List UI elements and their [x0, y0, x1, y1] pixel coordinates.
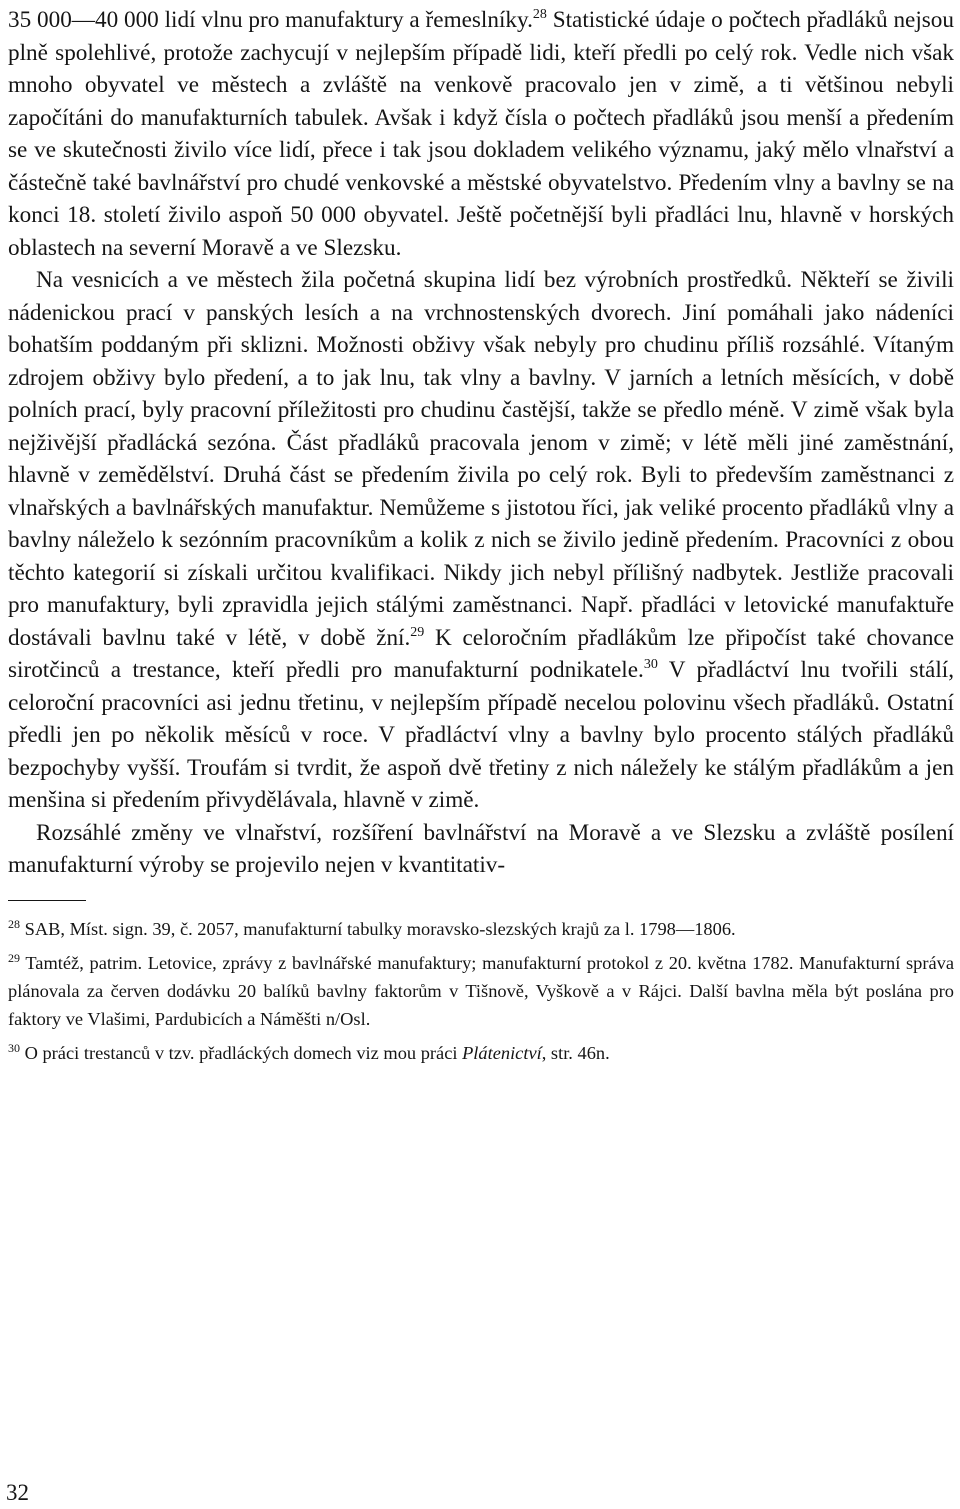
footnote-ref-30[interactable]: 30 — [643, 657, 658, 672]
footnote-30-mark: 30 — [8, 1040, 20, 1055]
footnote-30-text-a: O práci trestanců v tzv. přadláckých domech viz mou práci — [24, 1042, 463, 1063]
footnote-30-book-title: Plátenictví — [462, 1042, 542, 1063]
paragraph-2-text-a: Na vesnicích a ve městech žila početná skupina lidí bez výrobních prostředků. Někteří se živili nádenickou prací v panských lesích a na vrchnostenských dvorech. Jiní pomáhali jako nádeníci bohatším poddaným při sklizni. Možnosti obživy však nebyly pro chudinu příliš rozsáhlé. Vítaným zdrojem obživy bylo předení, a to jak lnu, tak vlny a bavlny. V jarních a letních měsících, v době polních prací, byly pracovní příležitosti pro chudinu častější, takže se předlo méně. V zimě však byla nejživější přadlácká sezóna. Část přadláků pracovala jenom v zimě; v létě měli jiné zaměstnání, hlavně v zemědělství. Druhá část se předením živila po celý rok. Byli to především zaměstnanci z vlnařských a bavlnářských manufaktur. Nemůžeme s jistotou říci, jak veliké procento přadláků vlny a bavlny náleželo k sezónním pracovníkům a kolik z nich se živilo jedině předením. Pracovníci z obou těchto kategorií si získali určitou kvalifikaci. Nikdy jich nebyl přílišný nadbytek. Jestliže pracovali pro manufaktury, byli zpravidla jejich stálými zaměstnanci. Např. přadláci v letovické manufaktuře dostávali bavlnu také v létě, v době žní. — [8, 267, 954, 651]
paragraph-2-text-c: V přadláctví lnu tvořili stálí, celoroční pracovníci asi jednu třetinu, v nejlepším případě necelou polovinu všech přadláků. Ostatní předli jen po několik měsíců v roce. V přadláctví vlny a bavlny bylo procento stálých přadláků bezpochyby vyšší. Troufám si tvrdit, že aspoň dvě třetiny z nich náležely ke stálým přadlákům a jen menšina si předením přivydělávala, hlavně v zimě. — [8, 657, 954, 813]
footnote-28 — [8, 915, 954, 943]
footnote-29-text: Tamtéž, patrim. Letovice, zprávy z bavlnářské manufaktury; manufakturní protokol z 20. května 1782. Manufakturní správa plánovala za červen dodávku 20 balíků bavlny faktorům v Tišnově, Vyškově a v Rájci. Další bavlna měla být poslána pro faktory ve Vlašimi, Pardubicích a Náměšti n/Osl. — [8, 952, 954, 1029]
footnote-29-mark: 29 — [8, 950, 20, 965]
footnote-30-text-b: , str. 46n. — [541, 1042, 610, 1063]
footnote-28-text: SAB, Míst. sign. 39, č. 2057, manufakturní tabulky moravsko-slezských krajů za l. 1798—1806. — [24, 918, 736, 939]
paragraph-3-text: Rozsáhlé změny ve vlnařství, rozšíření bavlnářství na Moravě a ve Slezsku a zvláště posílení manufakturní výroby se projevilo nejen v kvantitativ- — [8, 819, 954, 878]
footnote-29 — [8, 949, 954, 1033]
paragraph-2 — [8, 264, 954, 817]
footnote-divider — [8, 900, 86, 901]
footnote-ref-28[interactable]: 28 — [532, 7, 547, 22]
footnote-30 — [8, 1039, 954, 1067]
book-page — [8, 4, 954, 1073]
footnote-28-mark: 28 — [8, 916, 20, 931]
paragraph-1-text-b: Statistické údaje o počtech přadláků nejsou plně spolehlivé, protože zachycují v nejlepším případě lidi, kteří předli po celý rok. Vedle nich však mnoho obyvatel ve městech a zvláště na venkově pracovalo jen v zimě, a ti většinou nebyli započítáni do manufakturních tabulek. Avšak i když čísla o počtech přadláků jsou menší a předením se ve skutečnosti živilo více lidí, přece i tak jsou dokladem velikého významu, jaký mělo vlnařství a částečně také bavlnářství pro chudé venkovské a městské obyvatelstvo. Předením vlny a bavlny se na konci 18. století živilo aspoň 50 000 obyvatel. Ještě početnější byli přadláci lnu, hlavně v horských oblastech na severní Moravě a ve Slezsku. — [8, 7, 954, 261]
paragraph-3 — [8, 817, 954, 882]
page-number: 32 — [6, 1480, 29, 1505]
footnote-ref-29[interactable]: 29 — [410, 624, 425, 640]
paragraph-1-text-a: 35 000—40 000 lidí vlnu pro manufaktury a řemeslníky. — [8, 7, 533, 33]
paragraph-2-text-b: K celoročním přadlákům lze připočíst také chovance sirotčinců a trestance, kteří předli pro manufakturní podnikatele. — [8, 624, 954, 683]
paragraph-1 — [8, 4, 954, 264]
